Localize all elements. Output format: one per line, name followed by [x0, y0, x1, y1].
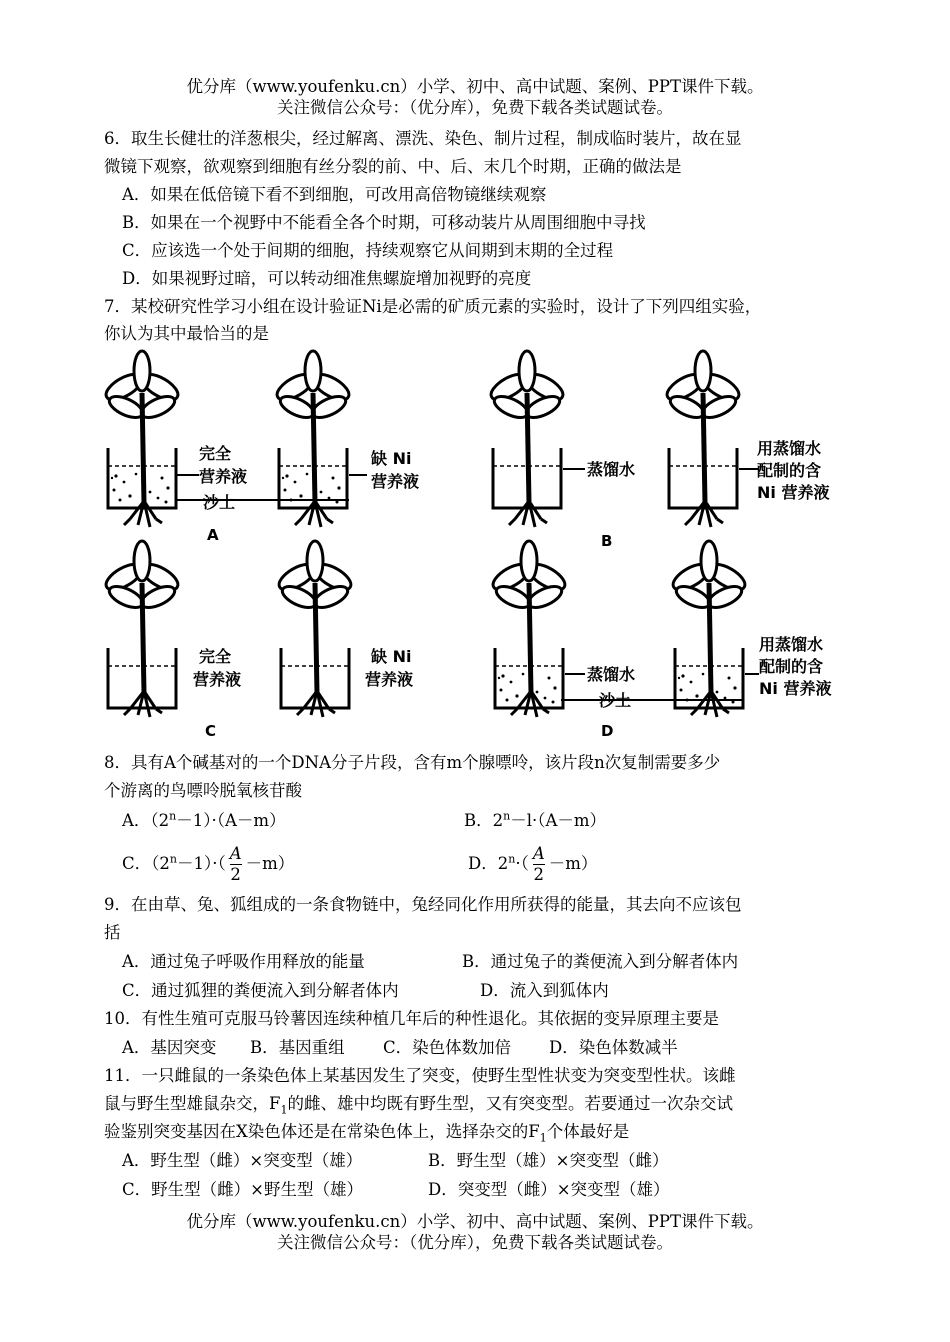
q11-option-d: D．突变型（雌）×突变型（雄） — [428, 1180, 670, 1199]
label-lack-ni: 缺 Ni — [371, 449, 412, 468]
group-letter-d: D — [601, 722, 614, 740]
soil-particles — [282, 473, 341, 504]
q8-stem-line2: 个游离的鸟嘌呤脱氧核苷酸 — [104, 781, 302, 800]
soil-particles — [498, 673, 557, 704]
q6-option-b: B．如果在一个视野中不能看全各个时期，可移动装片从周围细胞中寻找 — [122, 213, 646, 232]
label-sand-soil: 沙土 — [203, 493, 236, 512]
q11-option-c: C．野生型（雌）×野生型（雄） — [122, 1180, 363, 1199]
q9-option-a: A．通过兔子呼吸作用释放的能量 — [122, 952, 365, 971]
q8-option-d: D．$2^n\cdot( \frac{A}{2}$ －m） — [468, 844, 598, 884]
q8-option-b: B．$2^n-l\cdot(A-m)$ — [464, 809, 607, 830]
label-nutrient-solution: 营养液 — [199, 467, 248, 486]
q11-stem-line2: 鼠与野生型雄鼠杂交，$F_1$的雌、雄中均既有野生型，又有突变型。若要通过一次杂交试 — [104, 1094, 733, 1117]
q9-option-d: D．流入到狐体内 — [480, 981, 609, 1000]
label-with-distilled-water: 用蒸馏水 — [759, 635, 824, 654]
group-b — [487, 351, 829, 550]
q6-option-c: C．应该选一个处于间期的细胞，持续观察它从间期到末期的全过程 — [122, 241, 614, 260]
label-with-distilled-water: 用蒸馏水 — [757, 439, 822, 458]
q11-option-b: B．野生型（雄）×突变型（雌） — [428, 1151, 669, 1170]
label-lack-ni: 缺 Ni — [371, 647, 412, 666]
q6-stem-line2: 微镜下观察，欲观察到细胞有丝分裂的前、中、后、末几个时期，正确的做法是 — [104, 157, 682, 176]
q8-option-c: C．$(2^n-1)\cdot( \frac{A}{2}$ －m） — [122, 844, 295, 884]
label-distilled-water: 蒸馏水 — [587, 665, 636, 684]
q7-experiment-figure — [95, 348, 855, 740]
label-complete: 完全 — [199, 647, 232, 666]
q10-option-a: A．基因突变 — [122, 1038, 217, 1057]
q6-option-d: D．如果视野过暗，可以转动细准焦螺旋增加视野的亮度 — [122, 269, 532, 288]
label-prepared-containing: 配制的含 — [757, 461, 822, 480]
q7-stem-line2: 你认为其中最恰当的是 — [104, 324, 269, 343]
q9-stem-line2: 括 — [104, 923, 121, 942]
plant-icon — [663, 351, 743, 527]
group-d — [489, 541, 831, 740]
label-nutrient-solution: 营养液 — [193, 670, 242, 689]
label-distilled-water: 蒸馏水 — [587, 460, 636, 479]
q10-option-d: D．染色体数减半 — [549, 1038, 678, 1057]
q9-option-b: B．通过兔子的粪便流入到分解者体内 — [462, 952, 739, 971]
q11-stem-line1: 11．一只雌鼠的一条染色体上某基因发生了突变，使野生型性状变为突变型性状。该雌 — [104, 1066, 736, 1085]
label-ni-nutrient-solution: Ni 营养液 — [757, 483, 830, 502]
q11-option-a: A．野生型（雌）×突变型（雄） — [122, 1151, 363, 1170]
q9-option-c: C．通过狐狸的粪便流入到分解者体内 — [122, 981, 399, 1000]
q10-option-b: B．基因重组 — [250, 1038, 345, 1057]
q7-stem-line1: 7．某校研究性学习小组在设计验证Ni是必需的矿质元素的实验时，设计了下列四组实验， — [104, 297, 762, 316]
page-header-line1: 优分库（www.youfenku.cn）小学、初中、高中试题、案例、PPT课件下载。 — [186, 77, 764, 96]
group-letter-b: B — [601, 532, 613, 550]
plant-icon — [102, 351, 182, 527]
label-nutrient-solution: 营养液 — [371, 472, 420, 491]
label-sand-soil: 沙土 — [599, 691, 632, 710]
q9-stem-line1: 9．在由草、兔、狐组成的一条食物链中，兔经同化作用所获得的能量，其去向不应该包 — [104, 895, 742, 914]
q10-stem: 10．有性生殖可克服马铃薯因连续种植几年后的种性退化。其依据的变异原理主要是 — [104, 1009, 719, 1028]
fraction-a-over-2: $\frac{A}{2}$ — [229, 844, 242, 884]
q6-option-a: A．如果在低倍镜下看不到细胞，可改用高倍物镜继续观察 — [122, 185, 547, 204]
group-letter-a: A — [207, 526, 219, 544]
plant-icon — [102, 541, 182, 717]
soil-particles — [678, 673, 737, 704]
q8-stem-line1: 8．具有A个碱基对的一个DNA分子片段，含有m个腺嘌呤，该片段n次复制需要多少 — [104, 753, 721, 772]
q11-stem-line3: 验鉴别突变基因在X染色体还是在常染色体上，选择杂交的$F_1$个体最好是 — [104, 1122, 630, 1145]
group-c — [102, 541, 413, 740]
label-nutrient-solution: 营养液 — [365, 670, 414, 689]
q6-stem-line1: 6．取生长健壮的洋葱根尖，经过解离、漂洗、染色、制片过程，制成临时装片，故在显 — [104, 129, 742, 148]
label-prepared-containing: 配制的含 — [759, 657, 824, 676]
page-footer-line2: 关注微信公众号：（优分库），免费下载各类试题试卷。 — [277, 1233, 673, 1252]
fraction-a-over-2: $\frac{A}{2}$ — [532, 844, 545, 884]
label-complete: 完全 — [199, 444, 232, 463]
group-letter-c: C — [205, 722, 217, 740]
page-footer-line1: 优分库（www.youfenku.cn）小学、初中、高中试题、案例、PPT课件下载。 — [186, 1212, 764, 1231]
label-ni-nutrient-solution: Ni 营养液 — [759, 679, 832, 698]
plant-icon — [487, 351, 567, 527]
q8-option-a: A．$(2^n-1)\cdot(A-m)$ — [122, 809, 286, 830]
group-a — [102, 351, 419, 544]
page-header-line2: 关注微信公众号：（优分库），免费下载各类试题试卷。 — [277, 98, 673, 117]
soil-particles — [111, 473, 170, 504]
plant-icon — [275, 541, 355, 717]
q10-option-c: C．染色体数加倍 — [383, 1038, 512, 1057]
